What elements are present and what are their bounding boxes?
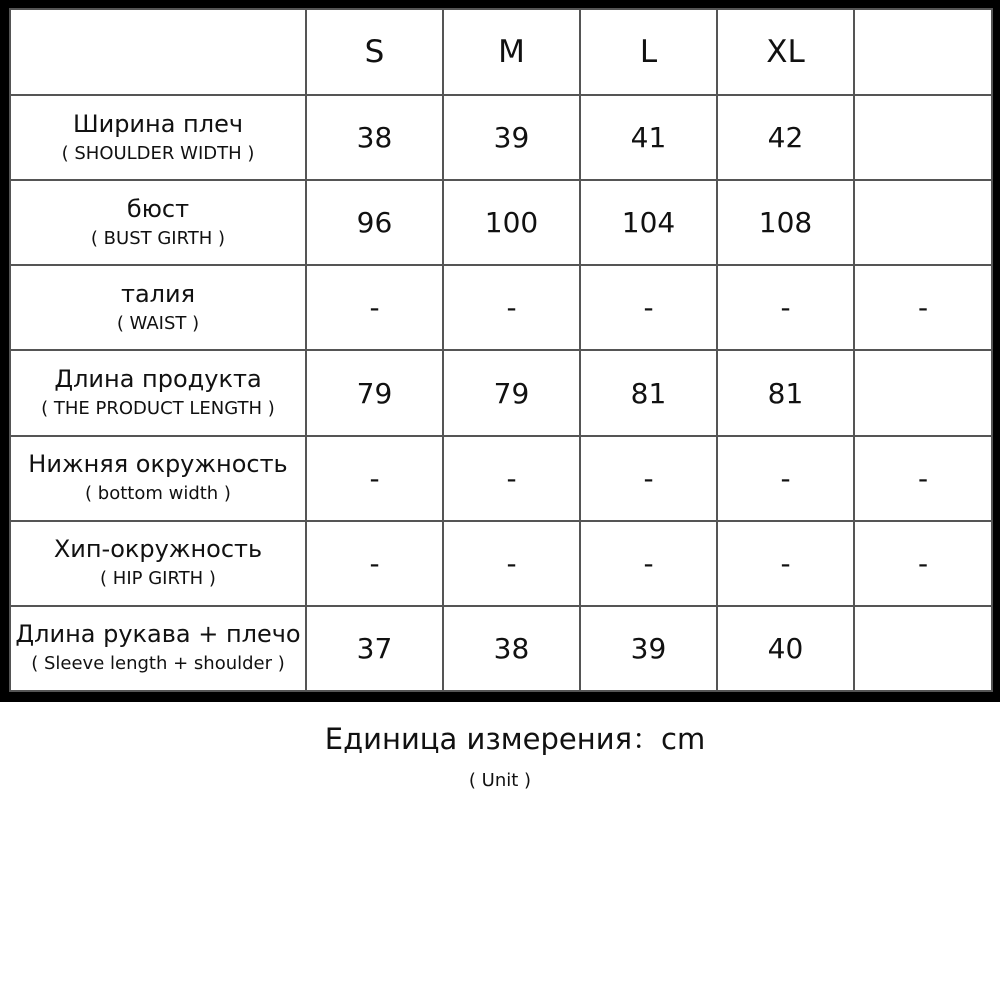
table-row-product-length <box>10 350 992 435</box>
row-label-cell <box>10 606 306 691</box>
row-sublabel: ( HIP GIRTH ) <box>100 568 216 590</box>
unit-label: Единица измерения：cm <box>324 722 706 756</box>
row-label-cell <box>10 521 306 606</box>
row-label: Хип-окружность <box>53 535 263 564</box>
row-label: Длина рукава + плечо <box>15 620 301 649</box>
header-cell-empty <box>10 9 306 95</box>
value-cell-extra <box>854 95 992 180</box>
value-cell-xl: - <box>717 436 854 521</box>
value-cell-m: 38 <box>443 606 580 691</box>
value-cell-l: - <box>580 521 717 606</box>
table-row-hip-girth <box>10 521 992 606</box>
row-label-cell <box>10 95 306 180</box>
value-cell-s: 79 <box>306 350 443 435</box>
unit-sublabel: ( Unit ) <box>468 770 532 791</box>
value-cell-m: - <box>443 265 580 350</box>
value-cell-s: - <box>306 265 443 350</box>
row-sublabel: ( THE PRODUCT LENGTH ) <box>41 398 275 419</box>
row-sublabel: ( WAIST ) <box>116 312 200 334</box>
row-label: Ширина плеч <box>72 109 244 138</box>
row-label-cell <box>10 180 306 265</box>
header-cell-l: L <box>580 9 717 95</box>
row-label: Нижняя окружность <box>28 450 288 479</box>
row-label-cell <box>10 436 306 521</box>
size-chart-table <box>9 8 993 692</box>
value-cell-l: 81 <box>580 350 717 435</box>
header-cell-xl: XL <box>717 9 854 95</box>
value-cell-l: 39 <box>580 606 717 691</box>
table-row-bust-girth <box>10 180 992 265</box>
value-cell-xl: 81 <box>717 350 854 435</box>
row-label: Длина продукта <box>54 365 262 393</box>
value-cell-m: - <box>443 521 580 606</box>
row-sublabel: ( Sleeve length + shoulder ) <box>31 653 285 675</box>
value-cell-l: 104 <box>580 180 717 265</box>
value-cell-xl: 40 <box>717 606 854 691</box>
value-cell-s: 96 <box>306 180 443 265</box>
value-cell-s: 37 <box>306 606 443 691</box>
table-row-bottom-width <box>10 436 992 521</box>
value-cell-l: 41 <box>580 95 717 180</box>
row-label-cell <box>10 350 306 435</box>
row-sublabel: ( bottom width ) <box>85 483 231 505</box>
row-label-cell <box>10 265 306 350</box>
value-cell-m: 79 <box>443 350 580 435</box>
value-cell-xl: - <box>717 521 854 606</box>
header-cell-extra <box>854 9 992 95</box>
row-label: талия <box>120 279 196 308</box>
value-cell-xl: 42 <box>717 95 854 180</box>
table-row-sleeve-length <box>10 606 992 691</box>
table-row-waist <box>10 265 992 350</box>
table-row-shoulder-width <box>10 95 992 180</box>
header-row <box>10 9 992 95</box>
value-cell-s: - <box>306 436 443 521</box>
value-cell-m: 39 <box>443 95 580 180</box>
value-cell-extra <box>854 606 992 691</box>
value-cell-extra <box>854 350 992 435</box>
row-sublabel: ( SHOULDER WIDTH ) <box>61 142 255 164</box>
row-sublabel: ( BUST GIRTH ) <box>90 227 226 249</box>
unit-note <box>0 720 1000 794</box>
value-cell-s: 38 <box>306 95 443 180</box>
value-cell-extra: - <box>854 436 992 521</box>
value-cell-m: 100 <box>443 180 580 265</box>
row-label: бюст <box>126 194 190 223</box>
header-cell-m: M <box>443 9 580 95</box>
value-cell-s: - <box>306 521 443 606</box>
value-cell-m: - <box>443 436 580 521</box>
value-cell-extra: - <box>854 521 992 606</box>
value-cell-extra: - <box>854 265 992 350</box>
value-cell-l: - <box>580 436 717 521</box>
value-cell-l: - <box>580 265 717 350</box>
value-cell-xl: 108 <box>717 180 854 265</box>
value-cell-xl: - <box>717 265 854 350</box>
value-cell-extra <box>854 180 992 265</box>
header-cell-s: S <box>306 9 443 95</box>
